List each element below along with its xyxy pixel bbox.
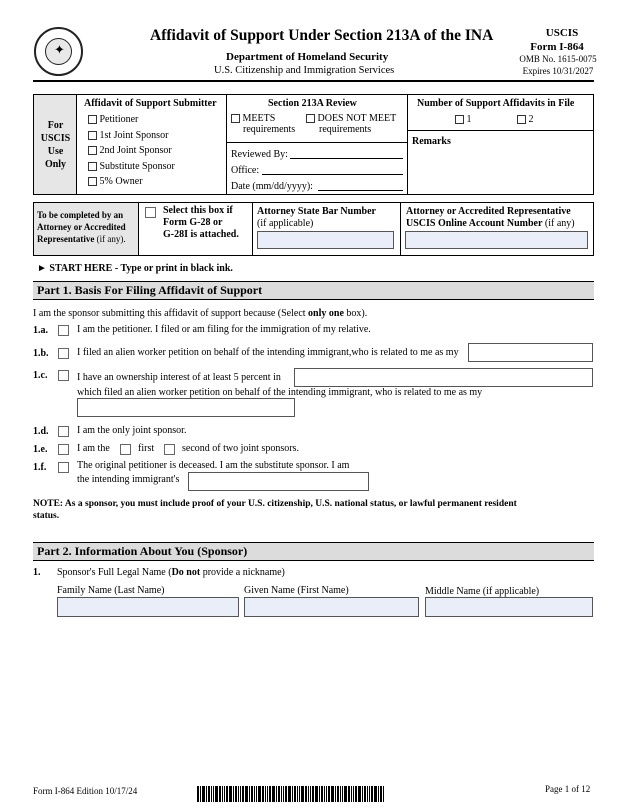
item-text: The original petitioner is deceased. I am the substitute sponsor. I am xyxy=(77,460,350,471)
checkbox[interactable] xyxy=(88,162,97,171)
start-here-text xyxy=(37,263,233,274)
divider xyxy=(407,95,408,194)
family-name-input[interactable] xyxy=(57,597,239,617)
given-name-input[interactable] xyxy=(244,597,419,617)
entity-name-input[interactable] xyxy=(294,368,593,387)
q1-text: provide a nickname) xyxy=(200,567,285,578)
dhs-seal-icon xyxy=(34,27,83,76)
first-checkbox[interactable] xyxy=(120,444,131,455)
number-title: Number of Support Affidavits in File xyxy=(417,98,575,109)
reviewed-by-label: Reviewed By: xyxy=(231,149,288,160)
part2-header: Part 2. Information About You (Sponsor) xyxy=(33,542,594,561)
item-text: the intending immigrant's xyxy=(77,474,180,485)
item-number: 1.a. xyxy=(33,325,48,336)
footer-page: Page 1 of 12 xyxy=(545,784,591,794)
item-number: 1. xyxy=(33,567,41,578)
account-number-input[interactable] xyxy=(405,231,588,249)
only-joint-checkbox[interactable] xyxy=(58,426,69,437)
q1-emph: Do not xyxy=(171,567,201,578)
remarks-label: Remarks xyxy=(412,136,451,147)
alien-worker-checkbox[interactable] xyxy=(58,348,69,359)
submitter-option[interactable] xyxy=(88,130,168,141)
g28-checkbox[interactable] xyxy=(145,207,156,218)
number-label: 2 xyxy=(528,114,534,125)
omb-number: OMB No. 1615-0075 xyxy=(519,54,597,64)
department-name: Department of Homeland Security xyxy=(226,51,389,63)
reviewed-by-line[interactable] xyxy=(290,158,403,159)
middle-name-label: Middle Name (if applicable) xyxy=(425,586,540,597)
item-number: 1.b. xyxy=(33,348,49,359)
expiration-date: Expires 10/31/2027 xyxy=(522,66,594,76)
bar-number-input[interactable] xyxy=(257,231,394,249)
eagle-icon: ✦ xyxy=(54,42,65,57)
side-label-uscis: USCIS xyxy=(40,133,71,144)
date-line[interactable] xyxy=(318,190,403,191)
submitter-title: Affidavit of Support Submitter xyxy=(84,98,217,109)
not-meet-option[interactable] xyxy=(306,113,396,124)
substitute-checkbox[interactable] xyxy=(58,462,69,473)
form-title: Affidavit of Support Under Section 213A of the INA xyxy=(150,27,494,44)
attorney-label: Representative xyxy=(37,234,95,244)
item-number: 1.e. xyxy=(33,444,48,455)
divider xyxy=(226,142,407,143)
date-label: Date (mm/dd/yyyy): xyxy=(231,181,313,192)
two-joint-checkbox[interactable] xyxy=(58,444,69,455)
option-label: Petitioner xyxy=(99,114,139,125)
arrow-icon: ► xyxy=(37,263,47,274)
bar-number-sub: (if applicable) xyxy=(257,218,314,229)
start-here-label: START HERE - Type or print in black ink. xyxy=(49,263,233,274)
middle-name-input[interactable] xyxy=(425,597,593,617)
submitter-option[interactable] xyxy=(88,161,175,172)
note-text: NOTE: As a sponsor, you must include proof of your U.S. citizenship, U.S. national status, or lawful permanent resident xyxy=(33,499,517,509)
item-number: 1.d. xyxy=(33,426,49,437)
checkbox[interactable] xyxy=(231,114,240,123)
office-line[interactable] xyxy=(262,174,403,175)
meets-sub: requirements xyxy=(243,124,296,135)
given-name-label: Given Name (First Name) xyxy=(244,585,349,596)
number-option-2[interactable] xyxy=(517,114,534,125)
part1-intro: box). xyxy=(346,308,368,319)
review-title: Section 213A Review xyxy=(268,98,357,109)
option-label: Substitute Sponsor xyxy=(99,161,175,172)
q1-text: Sponsor's Full Legal Name ( xyxy=(57,567,172,578)
relationship-input-2[interactable] xyxy=(77,398,295,417)
divider xyxy=(226,95,227,194)
side-label-for: For xyxy=(47,120,64,131)
number-label: 1 xyxy=(466,114,472,125)
item-text: I am the petitioner. I filed or am filing for the immigration of my relative. xyxy=(77,324,371,335)
side-label-use: Use xyxy=(47,146,64,157)
office-label: Office: xyxy=(231,165,260,176)
item-text: which filed an alien worker petition on behalf of the intending immigrant, who is related to me as my xyxy=(77,387,483,398)
submitter-option[interactable] xyxy=(88,176,143,187)
item-text: first xyxy=(138,443,155,454)
attorney-label: (if any). xyxy=(96,234,126,244)
checkbox[interactable] xyxy=(88,177,97,186)
number-option-1[interactable] xyxy=(455,114,472,125)
footer-edition: Form I-864 Edition 10/17/24 xyxy=(33,786,138,796)
barcode-icon xyxy=(197,786,471,802)
option-label: 5% Owner xyxy=(99,176,143,187)
form-number: Form I-864 xyxy=(530,41,584,53)
checkbox[interactable] xyxy=(455,115,464,124)
checkbox[interactable] xyxy=(88,146,97,155)
account-title: Attorney or Accredited Representative xyxy=(406,206,571,217)
bar-number-title: Attorney State Bar Number xyxy=(257,206,376,217)
g28-label: Select this box if xyxy=(163,205,233,216)
divider xyxy=(400,203,401,255)
attorney-label: To be completed by an xyxy=(37,210,124,220)
header-rule xyxy=(33,80,594,82)
checkbox[interactable] xyxy=(88,115,97,124)
g28-label: G-28I is attached. xyxy=(163,229,239,240)
not-meet-sub: requirements xyxy=(319,124,372,135)
not-meet-label: DOES NOT MEET xyxy=(317,113,397,124)
meets-label: MEETS xyxy=(242,113,276,124)
divider xyxy=(252,203,253,255)
agency-name: U.S. Citizenship and Immigration Services xyxy=(214,65,395,76)
divider xyxy=(407,130,594,131)
item-text: I am the only joint sponsor. xyxy=(77,425,187,436)
submitter-option[interactable] xyxy=(88,145,172,156)
meets-option[interactable] xyxy=(231,113,275,124)
account-title: USCIS Online Account Number xyxy=(406,218,543,229)
item-text: I filed an alien worker petition on behalf of the intending immigrant,who is related to me as my xyxy=(77,347,459,358)
side-label-only: Only xyxy=(44,159,67,170)
attorney-label: Attorney or Accredited xyxy=(37,222,126,232)
account-sub: (if any) xyxy=(544,218,575,229)
item-text: I am the xyxy=(77,443,110,454)
checkbox[interactable] xyxy=(306,114,315,123)
part1-intro: I am the sponsor submitting this affidavit of support because (Select xyxy=(33,308,306,319)
petitioner-checkbox[interactable] xyxy=(58,325,69,336)
uscis-side-label xyxy=(34,95,77,194)
substitute-relationship-input[interactable] xyxy=(188,472,369,491)
option-label: 1st Joint Sponsor xyxy=(99,130,169,141)
item-text: I have an ownership interest of at least 5 percent in xyxy=(77,372,281,383)
option-label: 2nd Joint Sponsor xyxy=(99,145,172,156)
submitter-option[interactable] xyxy=(88,114,138,125)
ownership-checkbox[interactable] xyxy=(58,370,69,381)
family-name-label: Family Name (Last Name) xyxy=(57,585,165,596)
item-text: second of two joint sponsors. xyxy=(182,443,299,454)
part1-header: Part 1. Basis For Filing Affidavit of Support xyxy=(33,281,594,300)
relationship-input[interactable] xyxy=(468,343,593,362)
checkbox[interactable] xyxy=(517,115,526,124)
part1-intro-emph: only one xyxy=(308,308,344,319)
g28-label: Form G-28 or xyxy=(163,217,223,228)
note-text: status. xyxy=(33,511,60,521)
checkbox[interactable] xyxy=(88,131,97,140)
uscis-label: USCIS xyxy=(545,27,579,39)
item-number: 1.f. xyxy=(33,462,47,473)
second-checkbox[interactable] xyxy=(164,444,175,455)
item-number: 1.c. xyxy=(33,370,48,381)
